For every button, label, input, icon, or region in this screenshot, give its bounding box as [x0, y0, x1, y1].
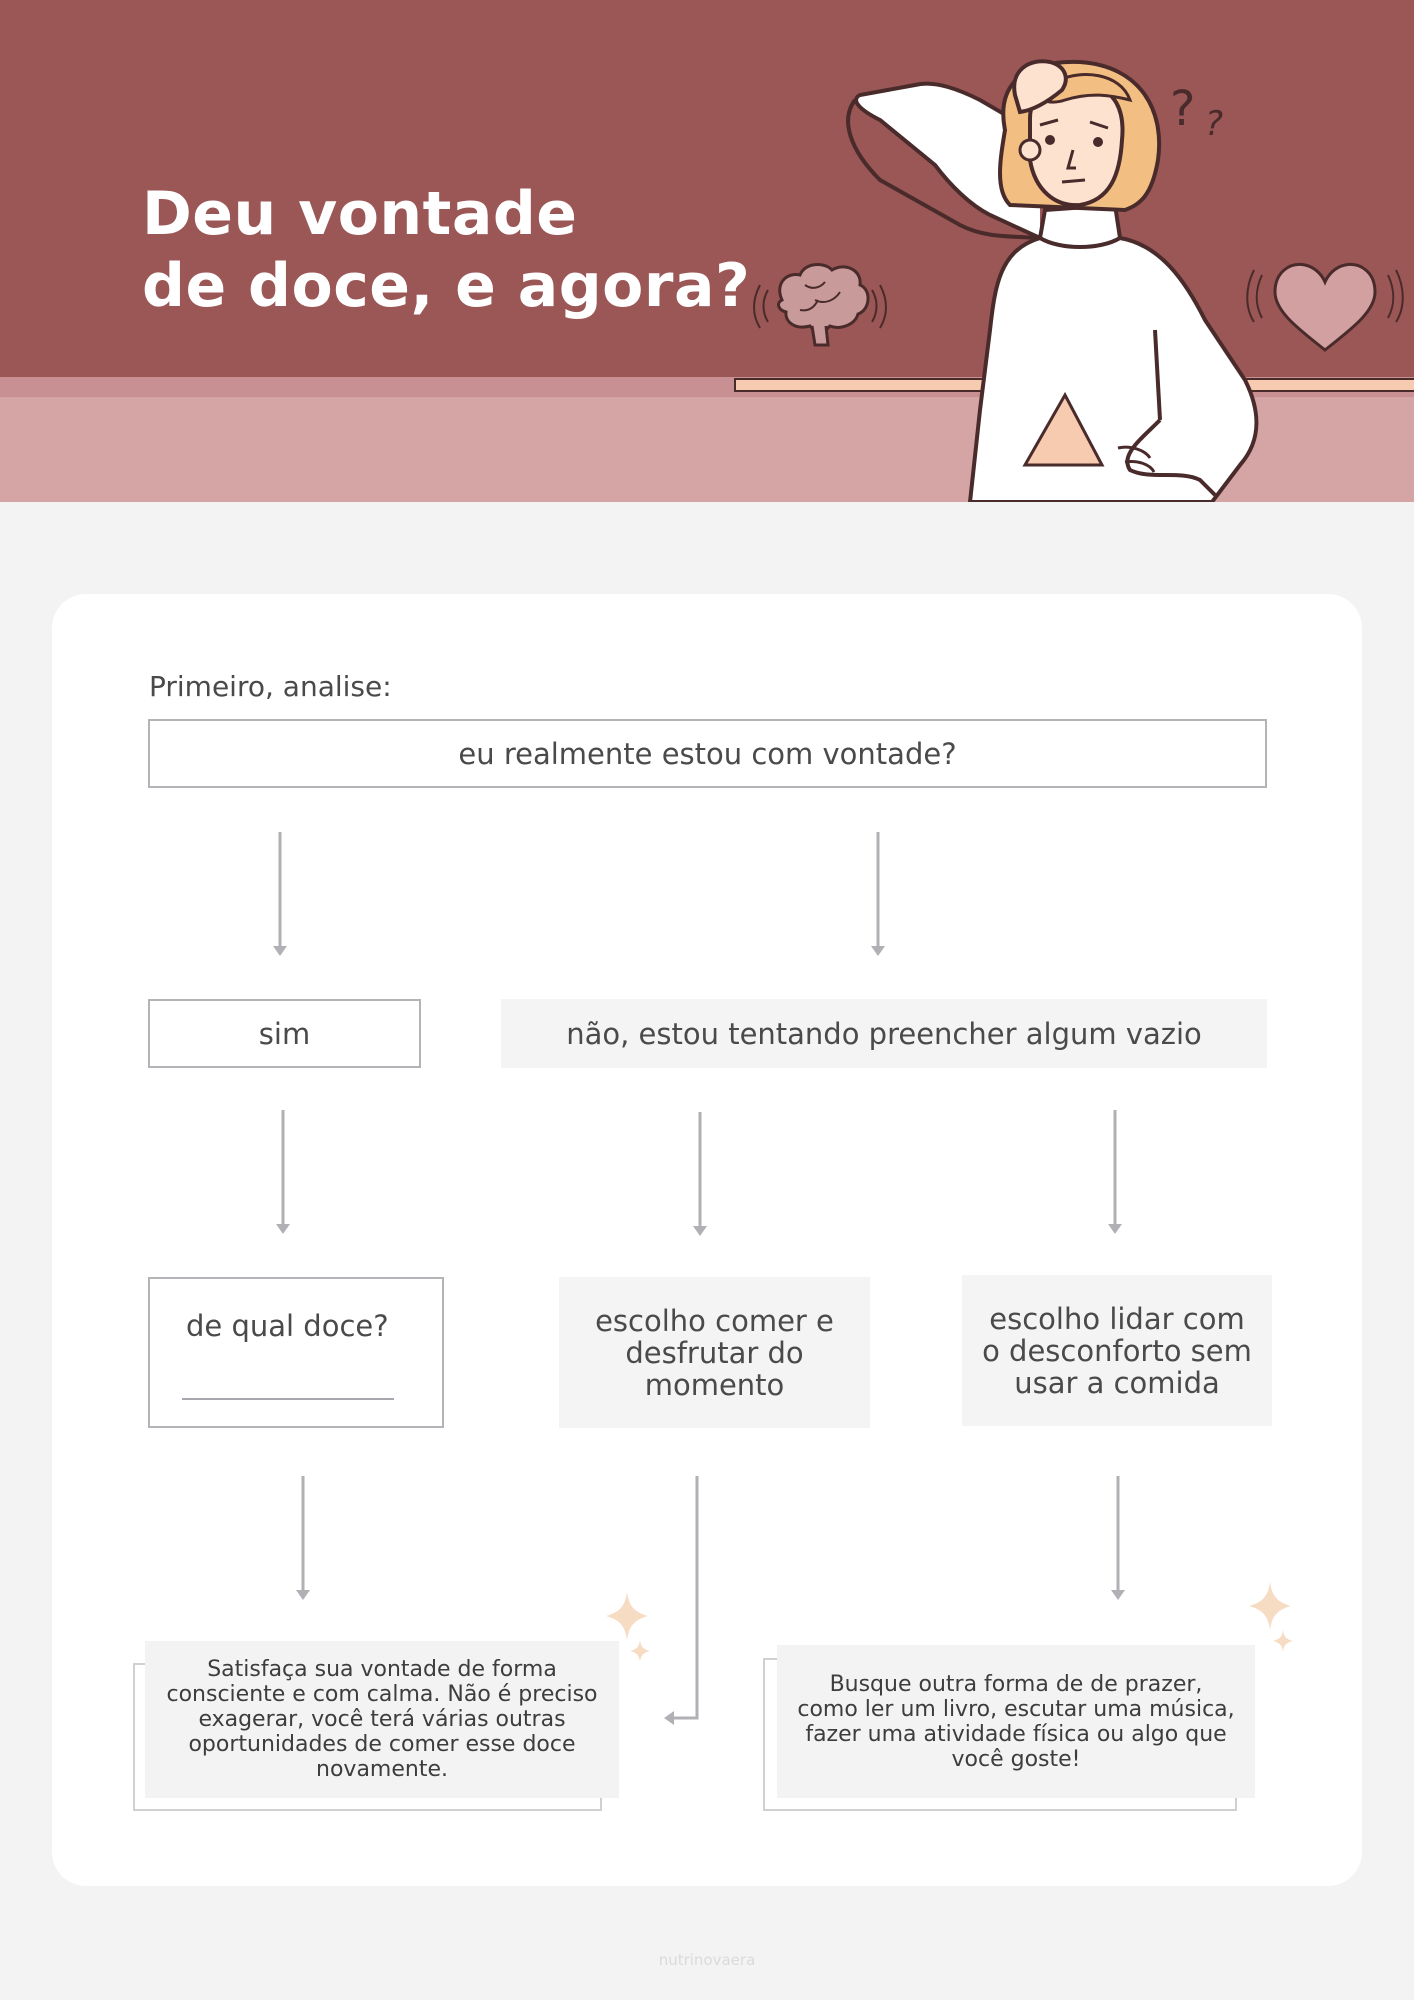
intro-label: Primeiro, analise:: [149, 670, 392, 703]
title-line-1: Deu vontade: [142, 179, 578, 249]
arrow-yes-to-which: [276, 1110, 290, 1234]
footer-brand: nutrinovaera: [658, 1951, 756, 1969]
svg-text:?: ?: [1205, 104, 1224, 144]
arrow-eat-to-tip: [664, 1476, 697, 1725]
arrow-no-to-cope: [1108, 1110, 1122, 1234]
arrow-question-to-yes: [273, 832, 287, 956]
sparkle-icon-right: [1249, 1582, 1293, 1652]
tip-right-box: Busque outra forma de de prazer, como ler um livro, escutar uma música, fazer uma atividade física ou algo que você goste!: [777, 1645, 1255, 1798]
arrow-no-to-eat: [693, 1112, 707, 1236]
arrow-cope-to-tip: [1111, 1476, 1125, 1600]
which-sweet-label: de qual doce?: [186, 1309, 389, 1343]
choose-cope-box: escolho lidar com o desconforto sem usar a comida: [962, 1275, 1272, 1426]
no-box: não, estou tentando preencher algum vazio: [501, 999, 1267, 1068]
sparkle-icon-left: [606, 1592, 650, 1662]
tip-left-box: Satisfaça sua vontade de forma consciente e com calma. Não é preciso exagerar, você terá várias outras oportunidades de comer esse doce novamente.: [145, 1641, 619, 1798]
yes-box: sim: [148, 999, 421, 1068]
title-line-2: de doce, e agora?: [142, 251, 751, 321]
svg-text:?: ?: [1170, 81, 1196, 137]
question-box: eu realmente estou com vontade?: [148, 719, 1267, 788]
arrow-question-to-no: [871, 832, 885, 956]
arrow-which-to-tip: [296, 1476, 310, 1600]
choose-eat-box: escolho comer e desfrutar do momento: [559, 1277, 870, 1428]
